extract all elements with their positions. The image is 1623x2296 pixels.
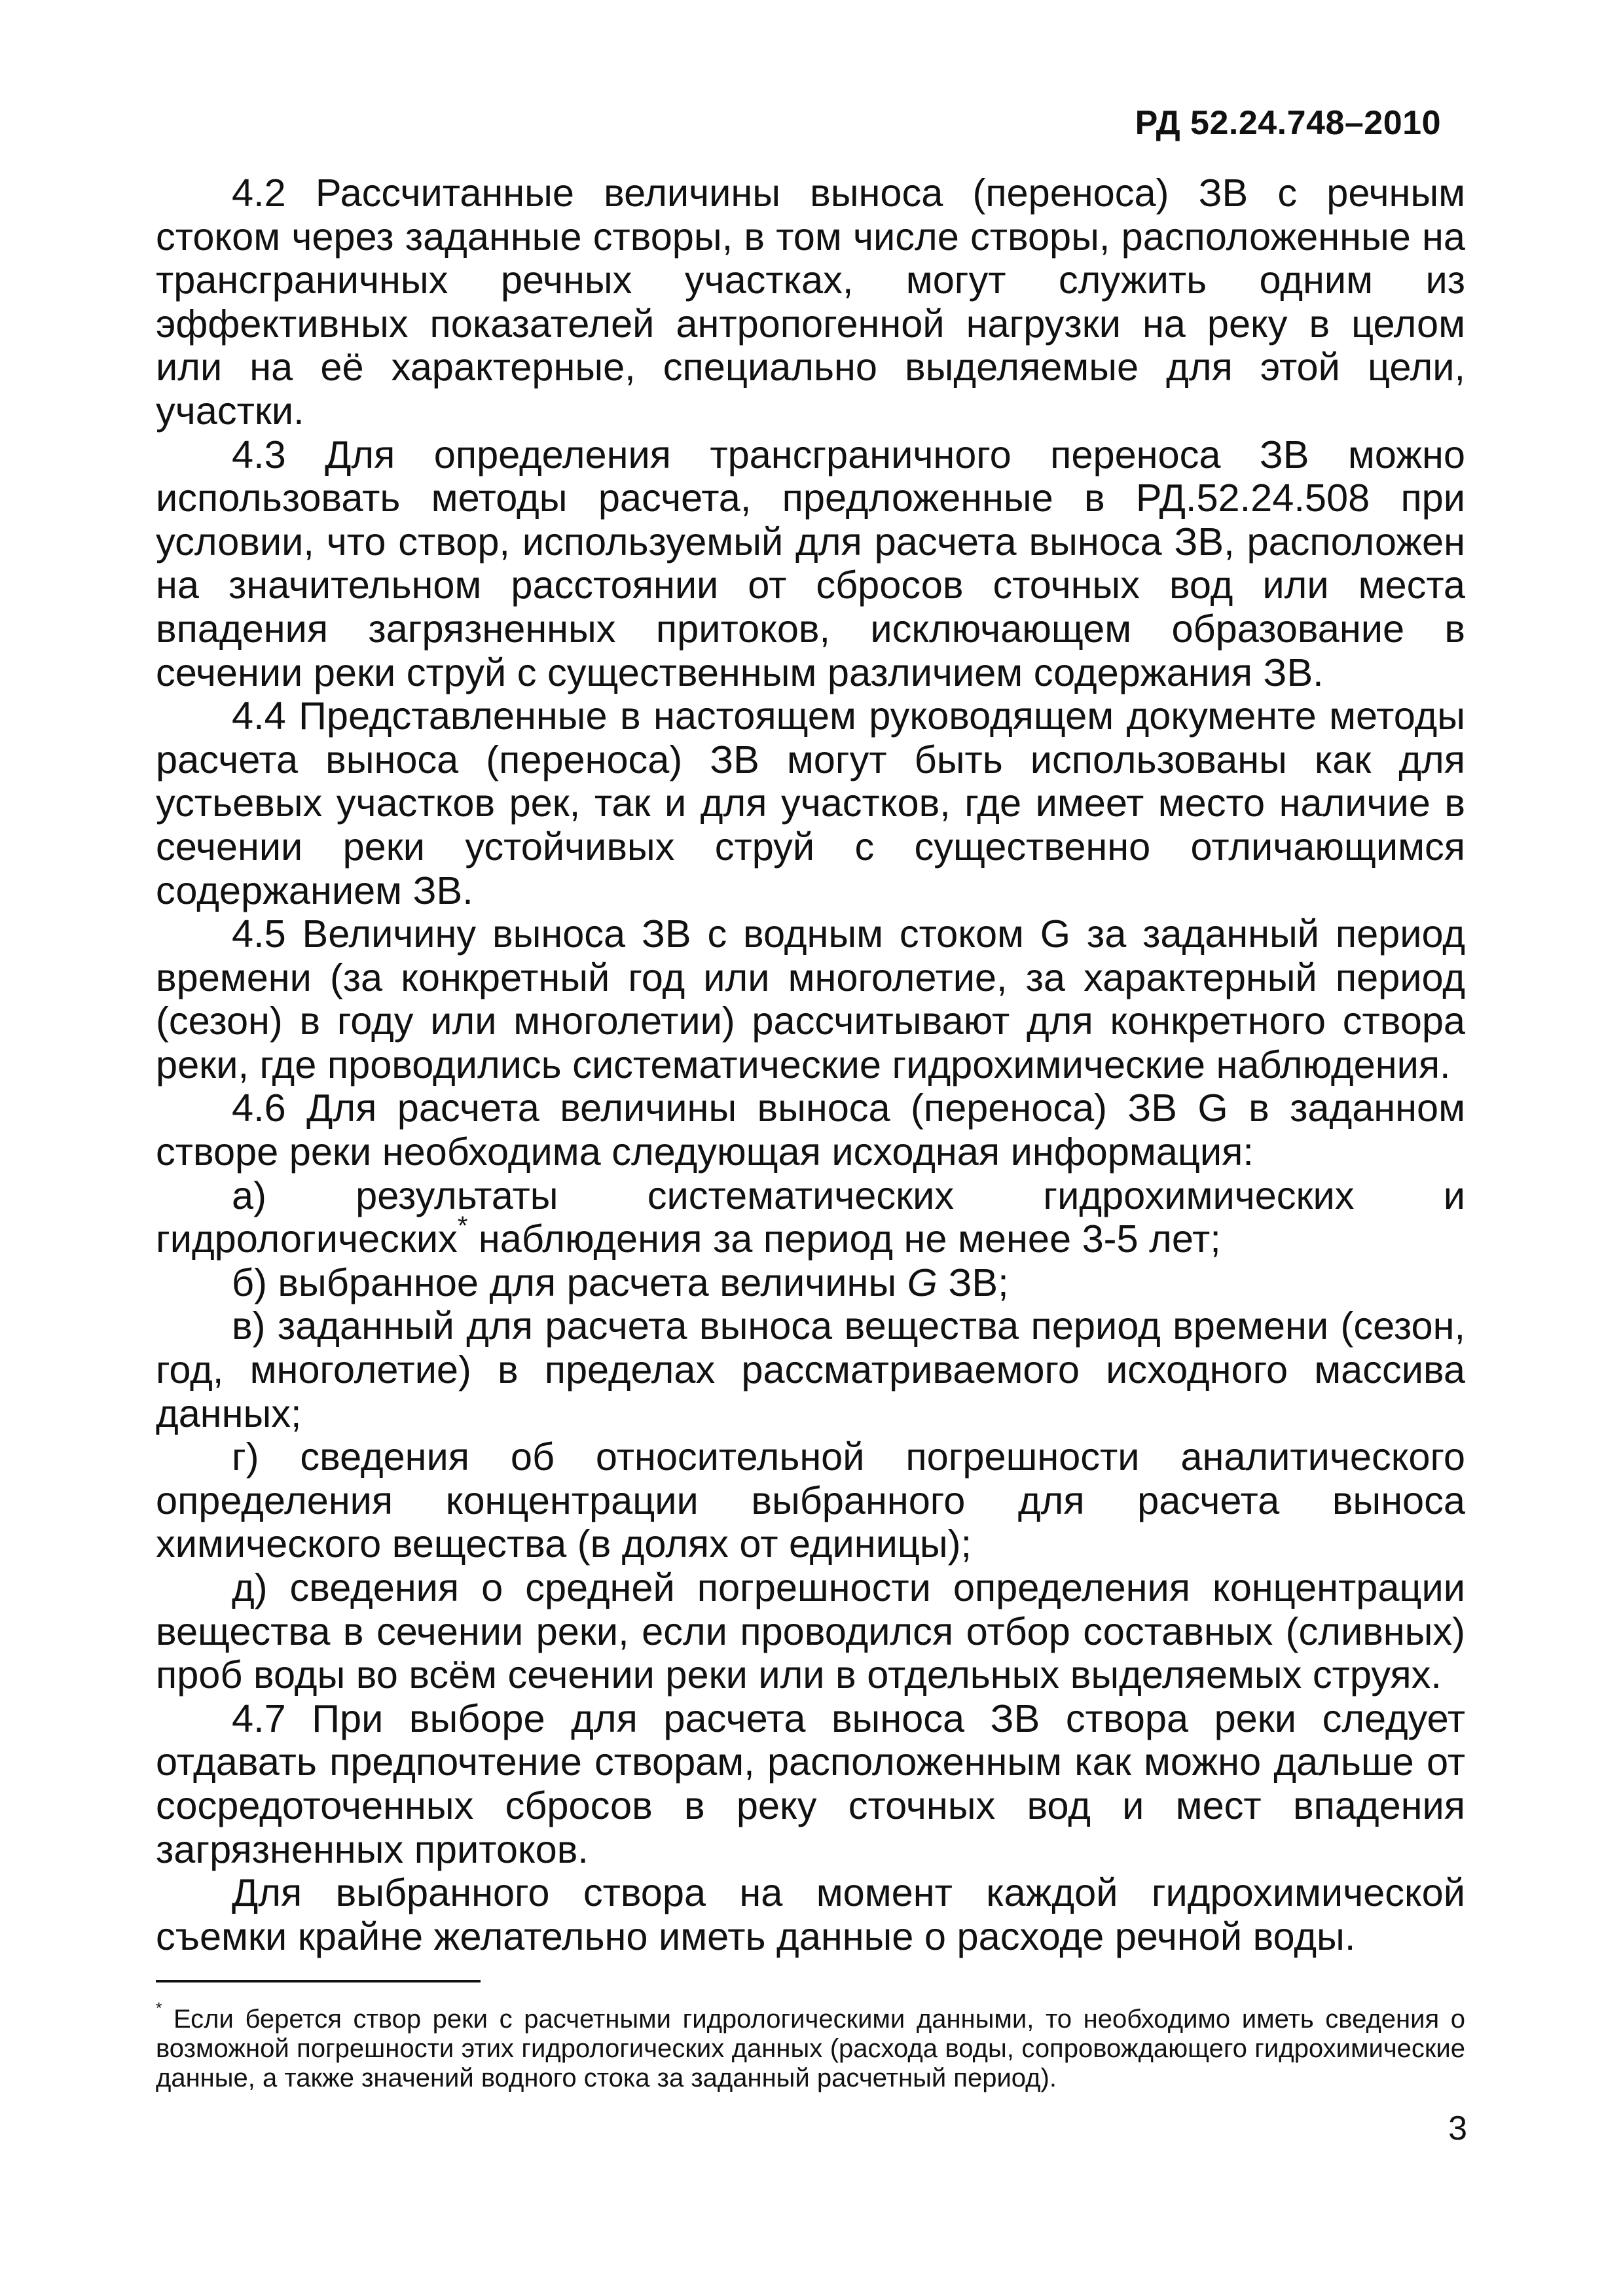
list-item-d: д) сведения о средней погрешности определения концентрации вещества в сечении реки, если проводился отбор составных (сливных) проб воды во всём сечении реки или в отдельных выделяемых струях. [156,1566,1465,1697]
list-item-a-text: а) результаты систематических гидрохимических и гидрологических [156,1173,1465,1261]
footnote [156,1999,1465,2093]
footnote-text: Если берется створ реки с расчетными гидрологическими данными, то необходимо иметь сведения о возможной погрешности этих гидрологических данных (расхода воды, сопровождающего гидрохимические данные, а также значений водного стока за заданный расчетный период). [156,2005,1465,2092]
page-number: 3 [1448,2109,1467,2147]
footnote-mark: * [156,1999,162,2017]
paragraph-last: Для выбранного створа на момент каждой гидрохимической съемки крайне желательно иметь данные о расходе речной воды. [156,1871,1465,1958]
paragraph-4-4: 4.4 Представленные в настоящем руководящем документе методы расчета выноса (переноса) ЗВ могут быть использованы как для устьевых участков рек, так и для участков, где имеет место наличие в сечении реки устойчивых струй с существенно отличающимся содержанием ЗВ. [156,694,1465,912]
list-item-a-tail: наблюдения за период не менее 3-5 лет; [467,1217,1221,1261]
document-code-header: РД 52.24.748–2010 [1135,104,1441,142]
list-item-b-pre: б) выбранное для расчета величины [232,1260,907,1304]
paragraph-4-3: 4.3 Для определения трансграничного переноса ЗВ можно использовать методы расчета, предложенные в РД.52.24.508 при условии, что створ, используемый для расчета выноса ЗВ, расположен на значительном расстоянии от сбросов сточных вод или места впадения загрязненных притоков, исключающем образование в сечении реки струй с существенным различием содержания ЗВ. [156,432,1465,694]
list-item-b-post: ЗВ; [937,1260,1009,1304]
paragraph-4-7: 4.7 При выборе для расчета выноса ЗВ створа реки следует отдавать предпочтение створам, расположенным как можно дальше от сосредоточенных сбросов в реку сточных вод и мест впадения загрязненных притоков. [156,1696,1465,1871]
main-text [156,171,1465,1958]
paragraph-4-6: 4.6 Для расчета величины выноса (переноса) ЗВ G в заданном створе реки необходима следующая исходная информация: [156,1086,1465,1174]
list-item-a [156,1174,1465,1261]
paragraph-4-2: 4.2 Рассчитанные величины выноса (переноса) ЗВ с речным стоком через заданные створы, в том числе створы, расположенные на трансграничных речных участках, могут служить одним из эффективных показателей антропогенной нагрузки на реку в целом или на её характерные, специально выделяемые для этой цели, участки. [156,171,1465,433]
list-item-g: г) сведения об относительной погрешности аналитического определения концентрации выбранного для расчета выноса химического вещества (в долях от единицы); [156,1435,1465,1566]
footnote-reference-mark: * [457,1211,468,1241]
variable-g: G [907,1260,938,1304]
list-item-v: в) заданный для расчета выноса вещества период времени (сезон, год, многолетие) в пределах рассматриваемого исходного массива данных; [156,1304,1465,1435]
list-item-b [156,1261,1465,1305]
footnote-divider [156,1980,481,1982]
paragraph-4-5: 4.5 Величину выноса ЗВ с водным стоком G за заданный период времени (за конкретный год или многолетие, за характерный период (сезон) в году или многолетии) рассчитывают для конкретного створа реки, где проводились систематические гидрохимические наблюдения. [156,912,1465,1086]
